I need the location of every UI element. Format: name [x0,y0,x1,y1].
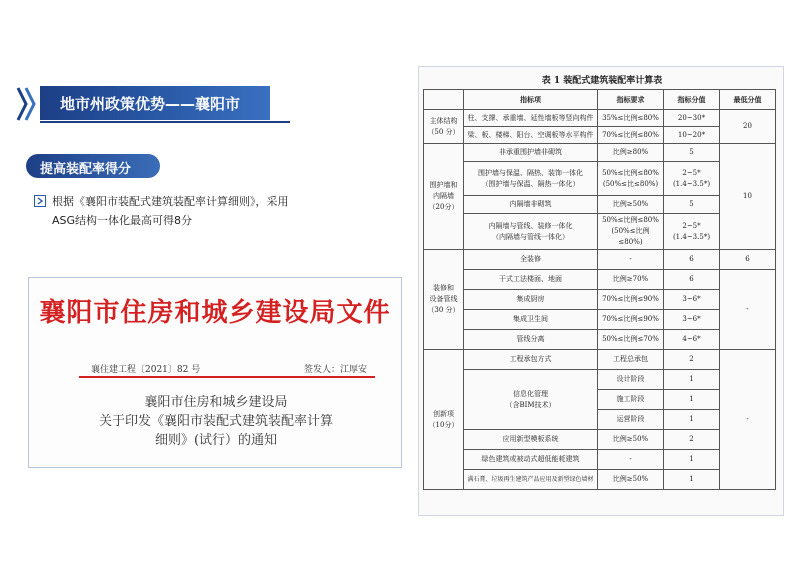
bullet-chevron-icon [34,195,46,207]
bullet-line-1: 根据《襄阳市装配式建筑装配率计算细则》，采用 [52,195,289,208]
req-cell: 比例≥50% [598,470,664,490]
item-cell: 柱、支撑、承重墙、延性墙板等竖向构件 [464,110,598,127]
score-cell: 1 [664,450,720,470]
document-signer: 签发人：江厚安 [303,365,367,375]
header-cell: 最低分值 [720,90,776,110]
score-cell: 4~6* [664,330,720,350]
req-cell: 50%≤比例≤70% [598,330,664,350]
score-cell: 1 [664,390,720,410]
document-scan [28,277,402,468]
bullet-text [52,192,322,230]
group-cell: 主体结构 （50 分） [424,110,464,144]
score-cell: 5 [664,144,720,162]
item-cell: 信息化管理 （含BIM技术） [464,370,598,430]
item-cell: 绿色建筑或被动式超低能耗建筑 [464,450,598,470]
item-cell: 满石膏、垃圾再生建筑产品应用及新型绿色墙材 [464,470,598,490]
req-cell: 70%≤比例≤80% [598,127,664,144]
item-cell: 内隔墙与管线、装修一体化 （内隔墙与管线一体化） [464,214,598,250]
score-cell: 6 [664,250,720,270]
header-cell: 指标分值 [664,90,720,110]
min-cell: - [720,270,776,350]
page-title-banner [40,86,270,120]
table-row [424,350,776,370]
req-cell: - [598,250,664,270]
score-cell: 1 [664,410,720,430]
req-cell: 50%≤比例≤80% (50%≤比≤80%) [598,162,664,196]
min-cell: 6 [720,250,776,270]
header-cell: 指标项 [464,90,598,110]
req-cell: 比例≥80% [598,144,664,162]
score-cell: 1 [664,470,720,490]
item-cell: 干式工法楼面、地面 [464,270,598,290]
req-cell: 设计阶段 [598,370,664,390]
table-row [424,270,776,290]
score-cell: 2 [664,430,720,450]
min-cell: 20 [720,110,776,144]
table-header-row [424,90,776,110]
req-cell: 50%≤比例≤80% (50%≤比例≤80%) [598,214,664,250]
req-cell: 比例≥70% [598,270,664,290]
page-title: 地市州政策优势——襄阳市 [60,95,241,113]
min-cell: 10 [720,144,776,250]
score-cell: 2 [664,350,720,370]
score-cell: 2~5* (1.4~3.5*) [664,214,720,250]
document-red-divider [79,376,375,378]
group-cell: 围护墙和 内隔墙 （20分） [424,144,464,250]
table-row [424,110,776,127]
score-cell: 3~6* [664,290,720,310]
req-cell: 比例≥50% [598,196,664,214]
table-title: 表 1 装配式建筑装配率计算表 [541,76,663,86]
req-cell: 运营阶段 [598,410,664,430]
document-number: 襄住建工程〔2021〕82 号 [91,365,201,375]
bullet-line-2: ASG结构一体化最高可得8分 [52,214,193,227]
document-body-line-3: 细则》(试行）的通知 [154,433,278,448]
item-cell: 围护墙与保温、隔热、装饰一体化 （围护墙与保温、隔热一体化） [464,162,598,196]
item-cell: 集成卫生间 [464,310,598,330]
item-cell: 非承重围护墙非砌筑 [464,144,598,162]
req-cell: 比例≥50% [598,430,664,450]
req-cell: 工程总承包 [598,350,664,370]
req-cell: 70%≤比例≤90% [598,310,664,330]
req-cell: 70%≤比例≤90% [598,290,664,310]
score-cell: 2~5* (1.4~3.5*) [664,162,720,196]
header-cell [424,90,464,110]
score-cell: 6 [664,270,720,290]
req-cell: 施工阶段 [598,390,664,410]
header-cell: 指标要求 [598,90,664,110]
score-cell: 5 [664,196,720,214]
document-heading: 襄阳市住房和城乡建设局文件 [39,298,391,328]
item-cell: 应用新型模板系统 [464,430,598,450]
item-cell: 集成厨房 [464,290,598,310]
score-cell: 1 [664,370,720,390]
item-cell: 管线分离 [464,330,598,350]
req-cell: 35%≤比例≤80% [598,110,664,127]
item-cell: 梁、板、楼梯、阳台、空调板等水平构件 [464,127,598,144]
score-cell: 10~20* [664,127,720,144]
group-cell: 创新项 （10分） [424,350,464,490]
req-cell: - [598,450,664,470]
subtitle-pill [26,154,160,178]
assembly-rate-table [423,89,776,490]
title-underline [40,121,290,123]
item-cell: 全装修 [464,250,598,270]
assembly-rate-table-scan [418,66,784,516]
item-cell: 内隔墙非砌筑 [464,196,598,214]
document-body-line-2: 关于印发《襄阳市装配式建筑装配率计算 [98,414,333,429]
subtitle-text: 提高装配率得分 [40,162,132,177]
item-cell: 工程承包方式 [464,350,598,370]
chevron-decoration-icon [14,84,38,124]
score-cell: 3~6* [664,310,720,330]
min-cell: - [720,350,776,490]
table-row [424,250,776,270]
document-meta [91,362,367,375]
score-cell: 20~30* [664,110,720,127]
document-body-line-1: 襄阳市住房和城乡建设局 [144,395,288,410]
table-row [424,144,776,162]
document-body [49,393,383,450]
group-cell: 装修和 设备管线 （30 分） [424,250,464,350]
